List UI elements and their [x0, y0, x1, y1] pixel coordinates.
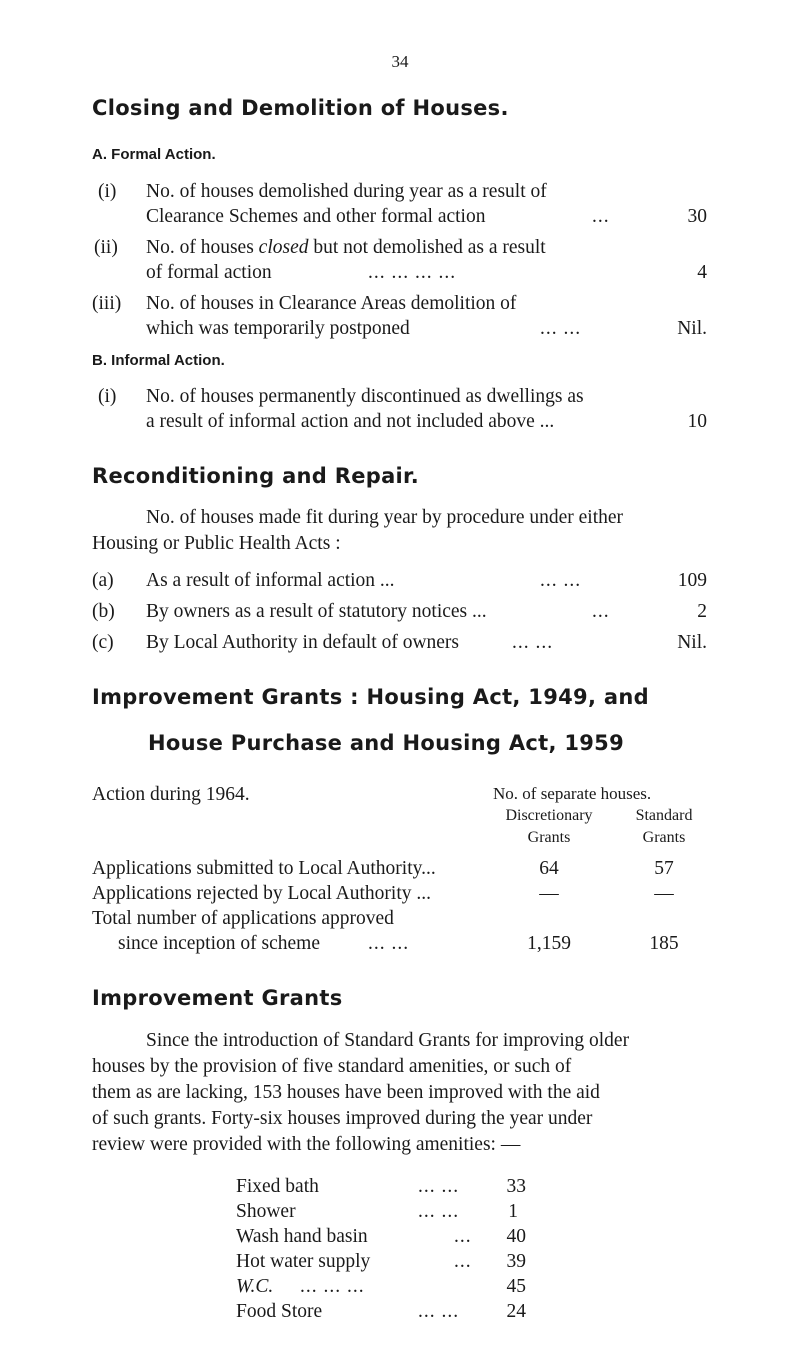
amenity-value: 39 [506, 1251, 526, 1272]
table-cell: 185 [649, 933, 679, 954]
paragraph-line: houses by the provision of five standard amenities, or such of [92, 1056, 572, 1077]
item-text: which was temporarily postponed [146, 318, 410, 339]
table-row-text: Applications submitted to Local Authority... [92, 858, 436, 879]
item-label: (i) [98, 181, 117, 202]
paragraph-line: Since the introduction of Standard Grants for improving older [146, 1030, 630, 1051]
item-label: (a) [92, 570, 114, 591]
item-label: (i) [98, 386, 117, 407]
leader-dots: ... ... [418, 1201, 460, 1222]
amenity-name: Wash hand basin [236, 1226, 368, 1247]
amenity-name: Fixed bath [236, 1176, 319, 1197]
table-cell: 57 [654, 858, 674, 879]
paragraph-line: of such grants. Forty-six houses improved during the year under [92, 1108, 593, 1129]
amenity-name: Hot water supply [236, 1251, 371, 1272]
item-text: No. of houses in Clearance Areas demolition of [146, 293, 517, 314]
column-group-header: No. of separate houses. [493, 784, 652, 803]
leader-dots: ... [454, 1251, 472, 1272]
item-label: (iii) [92, 293, 122, 314]
item-text: No. of houses closed but not demolished as a result [146, 237, 546, 258]
amenity-value: 40 [506, 1226, 526, 1247]
item-value: 2 [697, 601, 707, 622]
amenity-value: 45 [506, 1276, 526, 1297]
grants-act-heading: Improvement Grants : Housing Act, 1949, and [92, 685, 649, 709]
table-cell: 64 [539, 858, 559, 879]
item-value: 10 [687, 411, 707, 432]
table-cell: — [654, 883, 674, 904]
item-value: 109 [677, 570, 707, 591]
grants-act-heading-2: House Purchase and Housing Act, 1959 [148, 731, 625, 755]
item-text: No. of houses demolished during year as a result of [146, 181, 547, 202]
table-cell: 1,159 [527, 933, 571, 954]
table-row-text: Total number of applications approved [92, 908, 394, 929]
item-value: Nil. [677, 318, 707, 339]
informal-action-heading: B. Informal Action. [92, 352, 225, 369]
item-label: (c) [92, 632, 114, 653]
item-value: Nil. [677, 632, 707, 653]
item-text: No. of houses permanently discontinued as dwellings as [146, 386, 584, 407]
column-header-discretionary: Discretionary [505, 807, 593, 824]
formal-action-heading: A. Formal Action. [92, 146, 216, 163]
item-text: By owners as a result of statutory notices ... [146, 601, 487, 622]
action-label: Action during 1964. [92, 784, 250, 805]
item-label: (b) [92, 601, 115, 622]
item-value: 4 [697, 262, 707, 283]
leader-dots: ... ... [418, 1176, 460, 1197]
leader-dots: ... ... [368, 933, 410, 954]
paragraph-line: them as are lacking, 153 houses have been improved with the aid [92, 1082, 600, 1103]
amenity-name: W.C. [236, 1276, 274, 1297]
amenity-name: Shower [236, 1201, 296, 1222]
column-header-standard: Standard [635, 807, 693, 824]
leader-dots: ... [454, 1226, 472, 1247]
item-label: (ii) [94, 237, 118, 258]
table-row-text: Applications rejected by Local Authority ... [92, 883, 431, 904]
leader-dots: ... ... [540, 318, 582, 339]
recon-intro: Housing or Public Health Acts : [92, 533, 341, 554]
leader-dots: ... ... ... [300, 1276, 365, 1297]
item-text: By Local Authority in default of owners [146, 632, 460, 653]
recon-intro: No. of houses made fit during year by procedure under either [146, 507, 624, 528]
item-text: As a result of informal action ... [146, 570, 395, 591]
leader-dots: ... [592, 601, 610, 622]
table-row-text: since inception of scheme [118, 933, 320, 954]
column-header-standard: Grants [642, 829, 686, 846]
leader-dots: ... [592, 206, 610, 227]
leader-dots: ... ... [418, 1301, 460, 1322]
leader-dots: ... ... ... ... [368, 262, 457, 283]
item-text: a result of informal action and not included above ... [146, 411, 555, 432]
recon-heading: Reconditioning and Repair. [92, 464, 419, 488]
improvement-heading: Improvement Grants [92, 986, 343, 1010]
leader-dots: ... ... [512, 632, 554, 653]
column-header-discretionary: Grants [527, 829, 571, 846]
leader-dots: ... ... [540, 570, 582, 591]
amenity-value: 1 [508, 1201, 518, 1222]
closing-heading: Closing and Demolition of Houses. [92, 96, 509, 120]
page-number: 34 [391, 52, 409, 71]
amenity-value: 33 [506, 1176, 526, 1197]
table-cell: — [539, 883, 559, 904]
item-value: 30 [687, 206, 707, 227]
item-text: Clearance Schemes and other formal action [146, 206, 486, 227]
paragraph-line: review were provided with the following amenities: — [92, 1134, 521, 1155]
item-text: of formal action [146, 262, 272, 283]
amenity-value: 24 [506, 1301, 526, 1322]
amenity-name: Food Store [236, 1301, 323, 1322]
